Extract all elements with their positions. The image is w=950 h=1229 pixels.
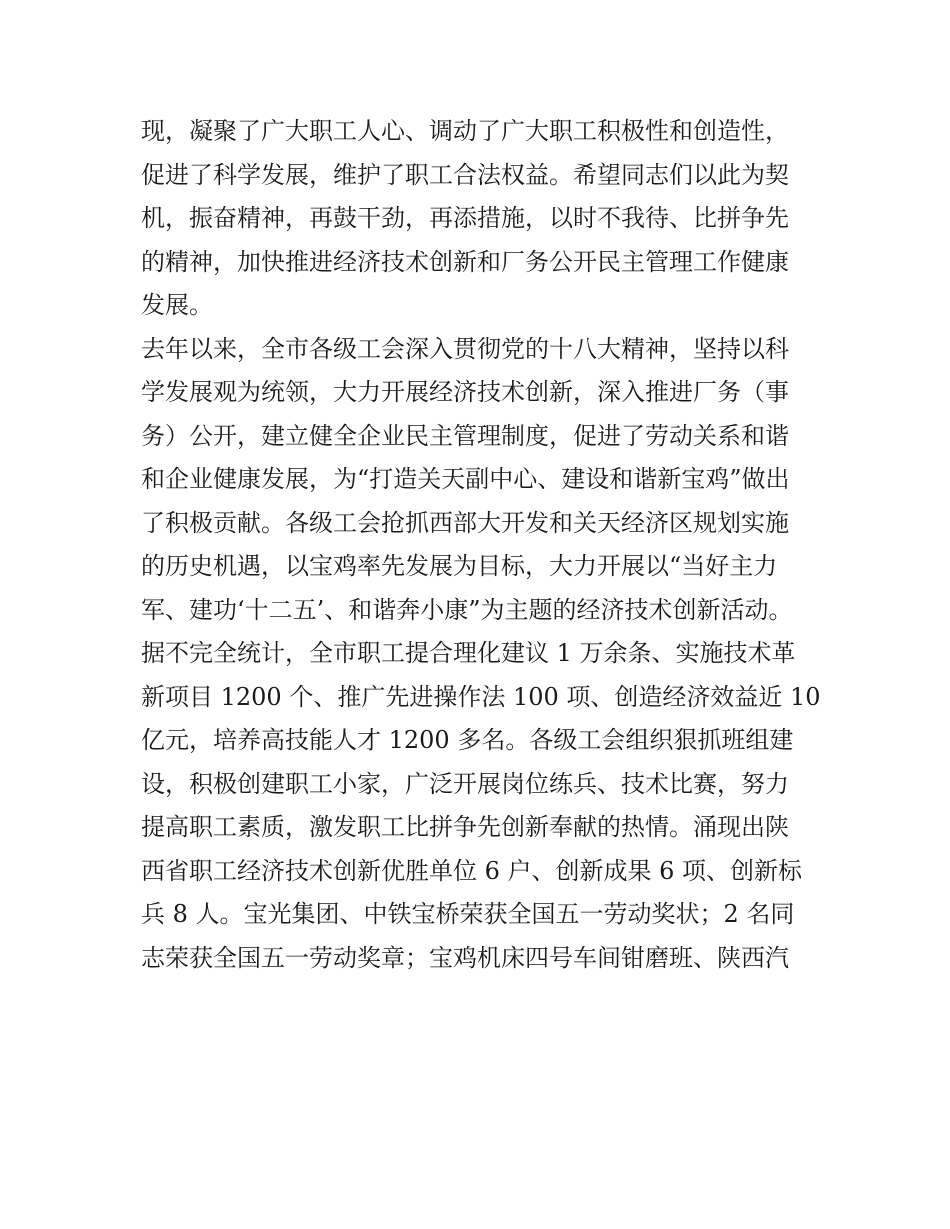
text-line-3: 机，振奋精神，再鼓干劲，再添措施，以时不我待、比拼争先: [141, 204, 789, 232]
text-line-1: 现，凝聚了广大职工人心、调动了广大职工积极性和创造性，: [141, 117, 789, 145]
text-line-20: 志荣获全国五一劳动奖章；宝鸡机床四号车间钳磨班、陕西汽: [141, 943, 789, 972]
text-line-4: 的精神，加快推进经济技术创新和厂务公开民主管理工作健康: [141, 247, 789, 276]
text-line-14: 新项目 1200 个、推广先进操作法 100 项、创造经济效益近 10: [141, 682, 821, 711]
body-text: [141, 110, 821, 980]
text-line-10: 了积极贡献。各级工会抢抓西部大开发和关天经济区规划实施: [141, 508, 789, 537]
text-line-13: 据不完全统计，全市职工提合理化建议 1 万余条、实施技术革: [141, 639, 796, 667]
text-line-9: 和企业健康发展，为“打造关天副中心、建设和谐新宝鸡”做出: [141, 465, 790, 493]
text-line-7: 学发展观为统领，大力开展经济技术创新，深入推进厂务（事: [141, 378, 789, 406]
text-line-5: 发展。: [141, 291, 213, 319]
text-line-2: 促进了科学发展，维护了职工合法权益。希望同志们以此为契: [141, 160, 789, 189]
text-line-17: 提高职工素质，激发职工比拼争先创新奉献的热情。涌现出陕: [141, 813, 789, 841]
text-line-6: 去年以来，全市各级工会深入贯彻党的十八大精神，坚持以科: [141, 334, 789, 363]
text-line-15: 亿元，培养高技能人才 1200 多名。各级工会组织狠抓班组建: [141, 726, 794, 754]
text-line-18: 西省职工经济技术创新优胜单位 6 户、创新成果 6 项、创新标: [141, 856, 803, 885]
text-line-11: 的历史机遇，以宝鸡率先发展为目标，大力开展以“当好主力: [141, 552, 778, 580]
text-line-8: 务）公开，建立健全企业民主管理制度，促进了劳动关系和谐: [141, 421, 789, 450]
text-line-19: 兵 8 人。宝光集团、中铁宝桥荣获全国五一劳动奖状；2 名同: [141, 900, 795, 928]
text-line-16: 设，积极创建职工小家，广泛开展岗位练兵、技术比赛，努力: [141, 769, 789, 798]
text-line-12: 军、建功‘十二五’、和谐奔小康”为主题的经济技术创新活动。: [141, 595, 793, 624]
